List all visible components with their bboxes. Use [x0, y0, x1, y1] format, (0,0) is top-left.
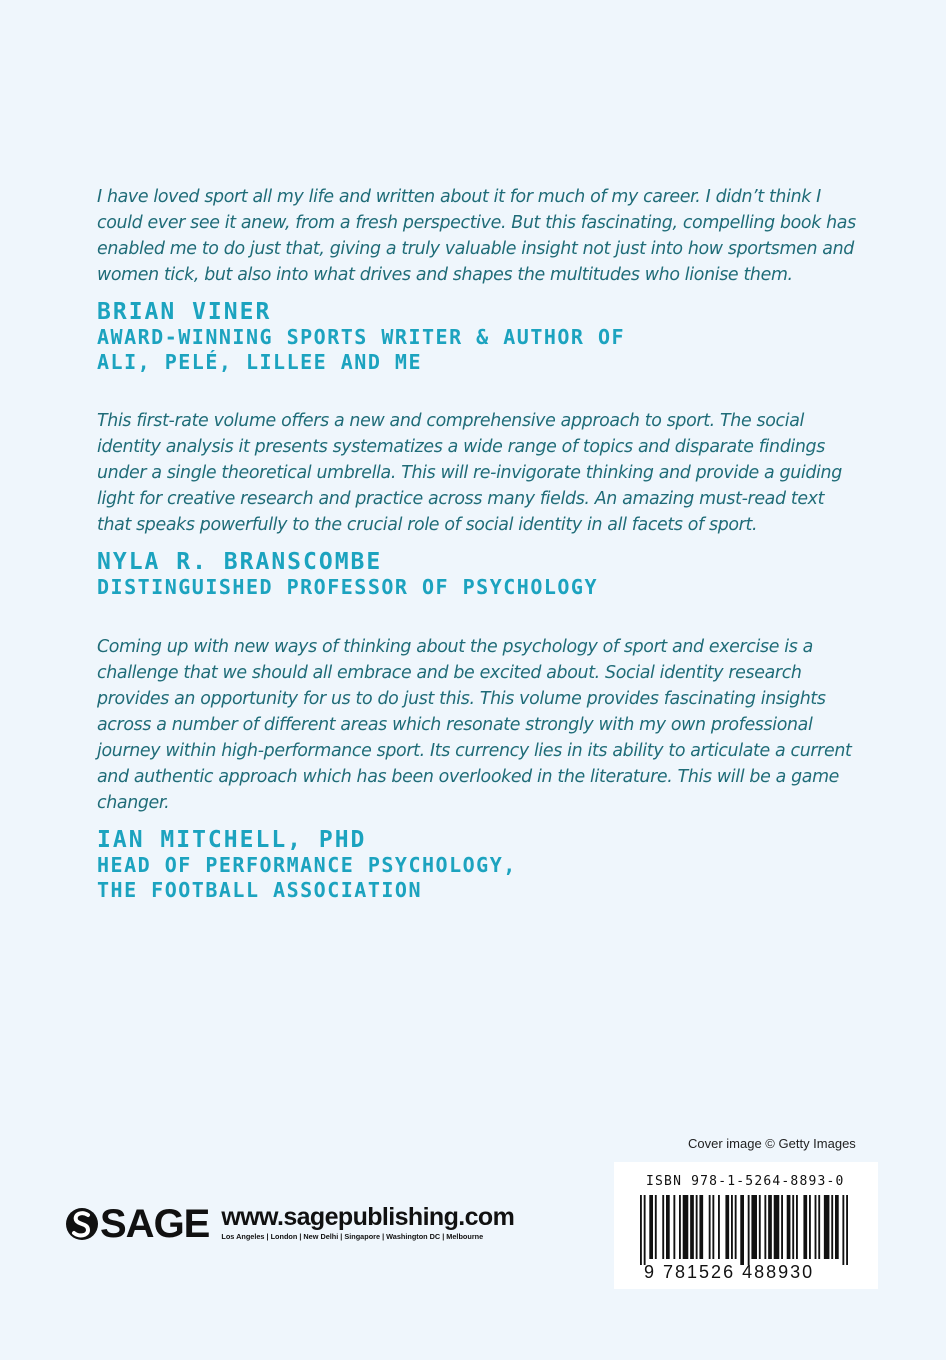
barcode-bar: [649, 1195, 653, 1259]
endorsement-attribution: [97, 299, 857, 375]
barcode-bar: [824, 1195, 830, 1259]
endorser-name: IAN MITCHELL, PHD: [97, 827, 367, 853]
barcode-bar: [644, 1195, 646, 1265]
barcode-bar: [815, 1195, 817, 1259]
endorser-name: NYLA R. BRANSCOMBE: [97, 549, 383, 575]
barcode-bar: [748, 1195, 750, 1265]
barcode-bar: [796, 1195, 798, 1259]
barcode-bar: [683, 1195, 689, 1259]
barcode-bar: [655, 1195, 657, 1259]
barcode-bar: [846, 1195, 848, 1265]
endorsement-quote: Coming up with new ways of thinking about the psychology of sport and exercise is a challenge that we should all embrace and be excited about. Social identity research provides an opportunity for us to do just this. This volume provides fascinating insights across a number of different areas which resonate strongly with my own professional journey within high-performance sport. Its currency lies in its ability to articulate a current and authentic approach which has been overlooked in the literature. This will be a game changer.: [97, 637, 852, 813]
publisher-cities: Los Angeles | London | New Delhi | Singapore | Washington DC | Melbourne: [221, 1232, 484, 1241]
cover-image-credit: Cover image © Getty Images: [688, 1136, 856, 1151]
publisher-block: [64, 1202, 514, 1250]
barcode-bar: [818, 1195, 820, 1259]
endorser-name: BRIAN VINER: [97, 299, 272, 325]
endorsement-quote: This first-rate volume offers a new and comprehensive approach to sport. The social identity analysis it presents systematizes a wide range of topics and disparate findings under a single theoretical umbrella. This will re-invigorate thinking and provide a guiding light for creative research and practice across many fields. An amazing must-read text that speaks powerfully to the crucial role of social identity in all facets of sport.: [97, 411, 842, 535]
barcode-bar: [718, 1195, 720, 1259]
barcode-bar: [787, 1195, 791, 1259]
barcode-bar: [731, 1195, 733, 1259]
sage-logo-icon: [64, 1203, 100, 1245]
barcode-bar: [764, 1195, 766, 1259]
barcode-bar: [751, 1195, 757, 1259]
barcode-bar: [768, 1195, 772, 1259]
barcode-bar: [679, 1195, 681, 1259]
barcode-bar: [774, 1195, 780, 1259]
endorsement-attribution: [97, 549, 857, 600]
endorsements: [97, 184, 857, 903]
barcode-bar: [809, 1195, 811, 1259]
barcode-icon: [640, 1195, 848, 1265]
endorser-role: DISTINGUISHED PROFESSOR OF PSYCHOLOGY: [97, 575, 599, 599]
barcode-bar: [662, 1195, 664, 1259]
endorsement-attribution: [97, 827, 857, 903]
barcode-bar: [712, 1195, 714, 1259]
barcode-bar: [740, 1195, 744, 1265]
barcode-bar: [803, 1195, 807, 1259]
barcode-bar: [759, 1195, 761, 1259]
barcode-bar: [666, 1195, 670, 1259]
barcode-bar: [842, 1195, 844, 1265]
barcode-bar: [709, 1195, 711, 1259]
sage-logo-text: SAGE: [100, 1202, 210, 1246]
endorser-role: AWARD-WINNING SPORTS WRITER & AUTHOR OF: [97, 325, 626, 349]
barcode-bar: [781, 1195, 783, 1259]
barcode-bar: [725, 1195, 729, 1259]
endorser-role: ALI, PELÉ, LILLEE AND ME: [97, 350, 422, 374]
barcode-bar: [696, 1195, 698, 1259]
isbn-label: ISBN 978-1-5264-8893-0: [646, 1174, 845, 1189]
barcode-bar: [835, 1195, 839, 1259]
barcode-bar: [699, 1195, 703, 1259]
isbn-barcode: [614, 1162, 878, 1289]
barcode-bar: [831, 1195, 833, 1259]
publisher-url[interactable]: www.sagepublishing.com: [221, 1203, 515, 1231]
endorser-role: HEAD OF PERFORMANCE PSYCHOLOGY,: [97, 853, 517, 877]
endorser-role: THE FOOTBALL ASSOCIATION: [97, 878, 422, 902]
barcode-bar: [640, 1195, 642, 1265]
endorsement-quote: I have loved sport all my life and written about it for much of my career. I didn’t think I could ever see it anew, from a fresh perspective. But this fascinating, compelling book has enabled me to do just that, giving a truly valuable insight not just into how sportsmen and women tick, but also into what drives and shapes the multitudes who lionise them.: [97, 187, 856, 285]
barcode-bar: [690, 1195, 694, 1259]
barcode-number: 9 781526 488930: [644, 1262, 815, 1282]
barcode-bar: [735, 1195, 737, 1259]
barcode-bar: [673, 1195, 675, 1259]
barcode-bar: [792, 1195, 794, 1259]
